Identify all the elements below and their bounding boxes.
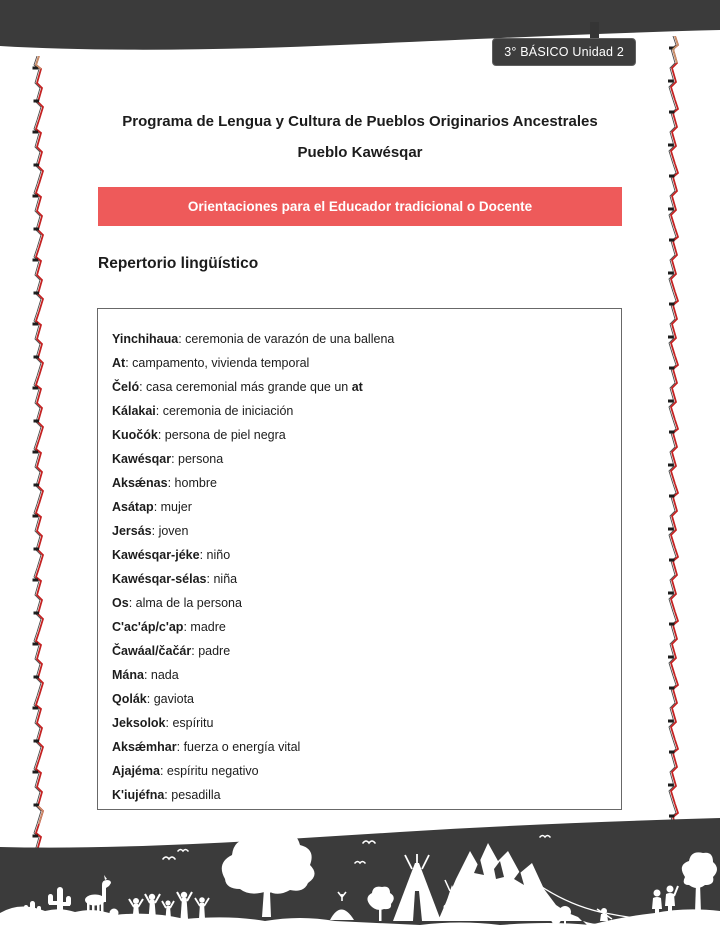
vocab-entry — [112, 711, 607, 735]
vocab-term: Aksǽmhar — [112, 740, 177, 754]
vocab-entry — [112, 471, 607, 495]
vocab-entry — [112, 567, 607, 591]
vocab-definition: espíritu — [172, 716, 214, 730]
vocab-term: Ajajéma — [112, 764, 160, 778]
vocab-definition: padre — [198, 644, 231, 658]
vocab-definition: hombre — [174, 476, 217, 490]
vocab-entry — [112, 423, 607, 447]
vocab-separator: : — [183, 620, 191, 634]
vocab-separator: : — [199, 548, 207, 562]
pueblo-title: Pueblo Kawésqar — [297, 144, 423, 161]
vocab-term: Kawésqar-sélas — [112, 572, 207, 586]
vocab-entry — [112, 327, 607, 351]
vocab-entry — [112, 519, 607, 543]
vocab-definition: alma de la persona — [135, 596, 242, 610]
vocab-definition: persona — [178, 452, 224, 466]
vocab-term: Aksǽnas — [112, 476, 168, 490]
vocab-term: Asátap — [112, 500, 154, 514]
vocab-term: Čawáal/čačár — [112, 644, 192, 658]
vocab-definition: espíritu negativo — [166, 764, 259, 778]
vocab-separator: : — [153, 500, 161, 514]
vocab-term: Yinchihaua — [112, 332, 179, 346]
vocab-entry — [112, 351, 607, 375]
vocab-separator: : — [167, 476, 175, 490]
vocab-separator: : — [171, 452, 179, 466]
vocab-term: Kawésqar — [112, 452, 172, 466]
vocab-entry — [112, 639, 607, 663]
vocab-entry — [112, 783, 607, 807]
vocab-definition: campamento, vivienda temporal — [132, 356, 310, 370]
bush-silhouette — [110, 909, 119, 918]
orientation-banner — [98, 187, 622, 226]
vocab-term: At — [112, 356, 126, 370]
unit-badge: 3° BÁSICO Unidad 2 — [492, 38, 636, 66]
vocab-term: Čeló — [112, 380, 140, 394]
vocab-separator: : — [164, 788, 172, 802]
vocab-term: Jeksolok — [112, 716, 166, 730]
vocab-entry — [112, 495, 607, 519]
vocab-entry — [112, 759, 607, 783]
vocab-separator: : — [143, 668, 151, 682]
vocabulary-box — [97, 308, 622, 810]
vocab-term: Jersás — [112, 524, 152, 538]
vocab-entry — [112, 447, 607, 471]
vocab-definition: nada — [150, 668, 179, 682]
vocab-separator: : — [146, 692, 154, 706]
vocab-definition: casa ceremonial más grande que un — [146, 380, 352, 394]
vocab-definition: madre — [190, 620, 226, 634]
vocab-definition-bold: at — [351, 380, 363, 394]
vocab-separator: : — [191, 644, 199, 658]
vocab-term: Mána — [112, 668, 144, 682]
footer-landscape-silhouette — [0, 817, 720, 932]
vocab-term: Kawésqar-jéke — [112, 548, 200, 562]
vocab-separator: : — [206, 572, 214, 586]
vocab-definition: pesadilla — [171, 788, 221, 802]
vocab-definition: niño — [206, 548, 231, 562]
vocab-separator: : — [125, 356, 133, 370]
section-heading: Repertorio lingüístico — [98, 255, 259, 272]
vocab-separator: : — [159, 764, 167, 778]
vocab-entry — [112, 615, 607, 639]
vocab-separator: : — [139, 380, 147, 394]
vocab-entry — [112, 543, 607, 567]
vocab-term: Qolák — [112, 692, 147, 706]
vocab-entry — [112, 735, 607, 759]
vocab-definition: gaviota — [153, 692, 195, 706]
vocab-entry — [112, 687, 607, 711]
vocab-definition: joven — [158, 524, 189, 538]
program-title: Programa de Lengua y Cultura de Pueblos Originarios Ancestrales — [122, 113, 598, 130]
vocab-separator: : — [165, 716, 173, 730]
vocab-definition: mujer — [160, 500, 192, 514]
vocab-separator: : — [128, 596, 136, 610]
vocab-definition: ceremonia de iniciación — [162, 404, 294, 418]
vocab-separator: : — [176, 740, 184, 754]
vocab-separator: : — [178, 332, 186, 346]
vocab-entry — [112, 591, 607, 615]
vocab-term: Os — [112, 596, 129, 610]
vocab-entry — [112, 399, 607, 423]
vocab-term: C'ac'áp/c'ap — [112, 620, 184, 634]
vocab-separator: : — [157, 428, 165, 442]
vocab-definition: persona de piel negra — [164, 428, 286, 442]
vocab-separator: : — [155, 404, 163, 418]
vocab-entry — [112, 375, 607, 399]
vocab-definition: fuerza o energía vital — [183, 740, 301, 754]
vocab-definition: ceremonia de varazón de una ballena — [185, 332, 395, 346]
orientation-banner-label: Orientaciones para el Educador tradicional o Docente — [187, 199, 533, 214]
vocab-term: K'iujéfna — [112, 788, 165, 802]
vocab-term: Kuočók — [112, 428, 158, 442]
vocab-separator: : — [151, 524, 159, 538]
vocab-definition: niña — [213, 572, 238, 586]
vocab-entry — [112, 663, 607, 687]
left-border-zigzag — [31, 56, 47, 850]
vocab-term: Kálakai — [112, 404, 156, 418]
